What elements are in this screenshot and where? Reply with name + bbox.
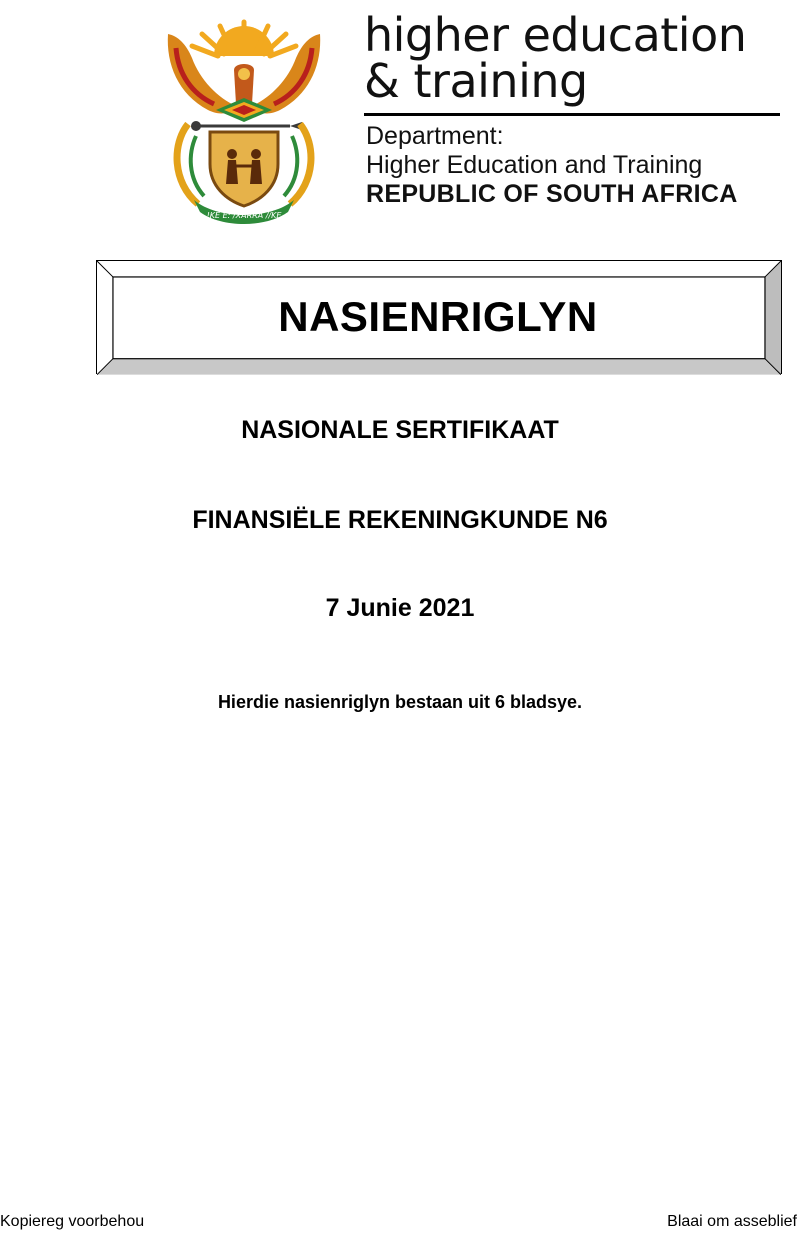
footer-copyright: Kopiereg voorbehou	[0, 1213, 145, 1230]
subject-title: FINANSIËLE REKENINGKUNDE N6	[192, 506, 608, 534]
banner-title: NASIENRIGLYN	[278, 293, 598, 340]
country-name: REPUBLIC OF SOUTH AFRICA	[366, 180, 738, 208]
department-label: Department:	[366, 122, 504, 150]
header-divider	[364, 113, 780, 116]
department-name: Higher Education and Training	[366, 151, 703, 179]
certificate-title: NASIONALE SERTIFIKAAT	[241, 416, 559, 444]
department-title-line-2: & training	[364, 54, 588, 108]
motto-text: !KE E: /XARRA //KE	[206, 211, 282, 220]
document-header	[0, 0, 800, 240]
shield-icon	[210, 132, 278, 206]
coat-of-arms-icon	[158, 14, 330, 226]
exam-date: 7 Junie 2021	[325, 594, 475, 622]
page-count-note: Hierdie nasienriglyn bestaan uit 6 bladsye.	[217, 692, 583, 712]
rising-sun-icon	[192, 22, 296, 56]
department-title	[364, 8, 784, 108]
footer-turn-over: Blaai om asseblief	[667, 1213, 797, 1230]
department-title-line-1: higher education	[364, 8, 747, 62]
department-subtitle	[366, 122, 786, 209]
